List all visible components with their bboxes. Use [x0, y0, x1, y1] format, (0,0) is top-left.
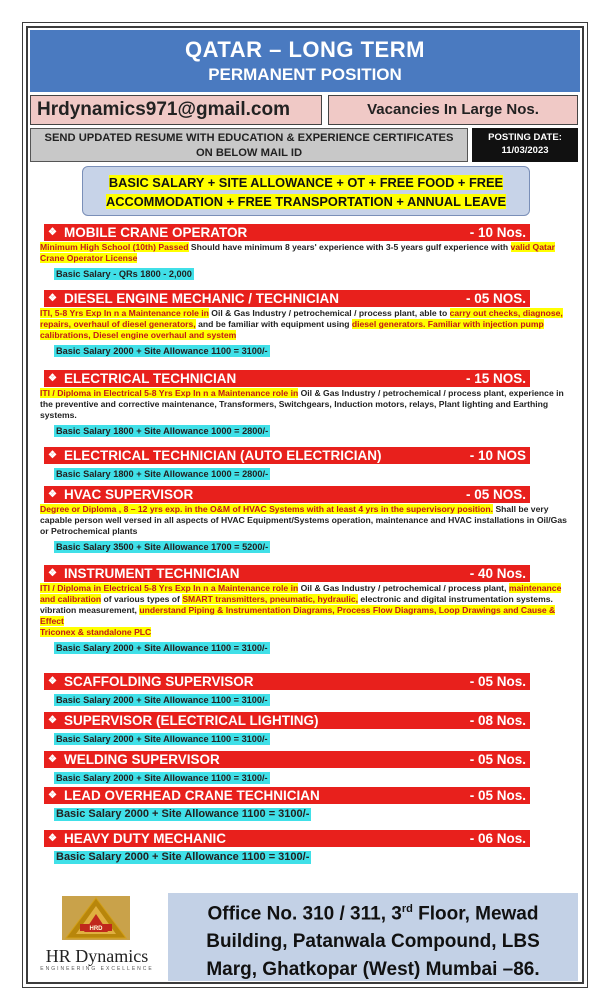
- diamond-icon: ❖: [48, 450, 57, 461]
- job-count: - 15 NOS.: [465, 371, 526, 386]
- desc-highlight: diesel generators. Familiar with injection pump calibrations, Diesel engine overhaul and system: [40, 319, 544, 340]
- job-supervisor-electrical-lighting: [40, 712, 580, 747]
- address-line-3: Marg, Ghatkopar (West) Mumbai –86.: [206, 959, 540, 981]
- address-line-2: Building, Patanwala Compound, LBS: [206, 931, 540, 953]
- address-line-1: [168, 895, 578, 928]
- desc-highlight: ITI, 5-8 Yrs Exp In n a Maintenance role in: [40, 308, 209, 318]
- job-header: [44, 370, 530, 387]
- salary-line: Basic Salary 1800 + Site Allowance 1000 = 2800/-: [56, 469, 269, 479]
- diamond-icon: ❖: [48, 568, 57, 579]
- desc-text: of various types of: [101, 594, 183, 604]
- company-tagline: ENGINEERING EXCELLENCE: [40, 966, 154, 972]
- title-banner: [30, 30, 580, 92]
- benefits-box: [82, 166, 530, 216]
- job-welding-supervisor: [40, 751, 580, 786]
- job-count: - 06 Nos.: [469, 831, 526, 846]
- salary-line: Basic Salary 2000 + Site Allowance 1100 = 3100/-: [56, 851, 310, 863]
- job-header: [44, 224, 530, 241]
- job-description: [40, 504, 576, 537]
- salary-line: Basic Salary - QRs 1800 - 2,000: [56, 269, 192, 279]
- salary-line: Basic Salary 2000 + Site Allowance 1100 = 3100/-: [56, 734, 268, 744]
- job-count: - 05 Nos.: [469, 788, 526, 803]
- job-count: - 05 Nos.: [469, 674, 526, 689]
- job-title: ELECTRICAL TECHNICIAN (AUTO ELECTRICIAN): [64, 448, 382, 463]
- job-title: SCAFFOLDING SUPERVISOR: [64, 674, 254, 689]
- diamond-icon: ❖: [48, 833, 57, 844]
- job-instrument-technician: [40, 565, 580, 656]
- office-address: [168, 893, 578, 981]
- desc-text: Oil & Gas Industry / petrochemical / process plant, experience in the preventive and corrective maintenance, Transformers, Switchgears, Induction motors, relays, Plant lighting and Earthing systems.: [40, 388, 564, 420]
- salary-line: Basic Salary 2000 + Site Allowance 1100 = 3100/-: [56, 808, 310, 820]
- diamond-icon: ❖: [48, 790, 57, 801]
- posting-date-box: [472, 128, 578, 162]
- company-name: HR Dynamics: [45, 946, 149, 966]
- desc-highlight: carry out checks, diagnose, repairs, overhaul of diesel generators,: [40, 308, 563, 329]
- salary-line: Basic Salary 2000 + Site Allowance 1100 = 3100/-: [56, 346, 268, 356]
- send-resume-note: [30, 128, 468, 162]
- job-header: [44, 712, 530, 729]
- email-box[interactable]: Hrdynamics971@gmail.com: [30, 95, 322, 125]
- job-count: - 05 NOS.: [465, 487, 526, 502]
- diamond-icon: ❖: [48, 293, 57, 304]
- job-header: [44, 565, 530, 582]
- address-superscript: rd: [401, 903, 413, 915]
- send-line-1: SEND UPDATED RESUME WITH EDUCATION & EXPERIENCE CERTIFICATES: [44, 132, 454, 144]
- job-title: HVAC SUPERVISOR: [64, 487, 194, 502]
- posting-date: 11/03/2023: [501, 145, 549, 156]
- job-title: HEAVY DUTY MECHANIC: [64, 831, 227, 846]
- job-auto-electrician: [40, 447, 580, 482]
- page-subtitle: PERMANENT POSITION: [208, 65, 402, 84]
- salary-line: Basic Salary 2000 + Site Allowance 1100 = 3100/-: [56, 695, 268, 705]
- job-header: [44, 787, 530, 804]
- job-description: [40, 583, 576, 638]
- diamond-icon: ❖: [48, 373, 57, 384]
- desc-highlight: Minimum High School (10th) Passed: [40, 242, 189, 252]
- job-count: - 10 Nos.: [469, 225, 526, 240]
- desc-text: and be familiar with equipment using: [195, 319, 352, 329]
- desc-highlight: maintenance and calibration: [40, 583, 562, 604]
- diamond-icon: ❖: [48, 489, 57, 500]
- job-title: WELDING SUPERVISOR: [64, 752, 220, 767]
- job-title: ELECTRICAL TECHNICIAN: [64, 371, 237, 386]
- desc-highlight: SMART transmitters, pneumatic, hydraulic,: [182, 594, 359, 604]
- job-count: - 05 NOS.: [465, 291, 526, 306]
- job-count: - 05 Nos.: [469, 752, 526, 767]
- job-count: - 10 NOS: [469, 448, 526, 463]
- address-line-1-part: Floor, Mewad: [412, 903, 539, 925]
- diamond-icon: ❖: [48, 754, 57, 765]
- job-header: [44, 751, 530, 768]
- salary-line: Basic Salary 1800 + Site Allowance 1000 = 2800/-: [56, 426, 269, 436]
- desc-highlight: ITI / Diploma in Electrical 5-8 Yrs Exp In n a Maintenance role in: [40, 583, 299, 593]
- page-title: QATAR – LONG TERM: [185, 37, 425, 62]
- job-heavy-duty-mechanic: [40, 830, 580, 865]
- desc-text: Should have minimum 8 years' experience with 3-5 years gulf experience with: [188, 242, 511, 252]
- desc-text: Shall be very capable person well versed in all aspects of HVAC Equipment/Systems operation, maintenance and HVAC installations in Oil/Gas or Petrochemical plants: [40, 504, 567, 536]
- desc-highlight: ITI / Diploma in Electrical 5-8 Yrs Exp In n a Maintenance role in: [40, 388, 299, 398]
- diamond-icon: ❖: [48, 227, 57, 238]
- job-title: DIESEL ENGINE MECHANIC / TECHNICIAN: [64, 291, 340, 306]
- job-count: - 40 Nos.: [469, 566, 526, 581]
- salary-line: Basic Salary 2000 + Site Allowance 1100 = 3100/-: [56, 643, 268, 653]
- diamond-icon: ❖: [48, 676, 57, 687]
- diamond-icon: ❖: [48, 715, 57, 726]
- desc-highlight: understand Piping & Instrumentation Diagrams, Process Flow Diagrams, Loop Drawings and Cause & Effect: [40, 605, 556, 626]
- job-header: [44, 830, 530, 847]
- logo-emblem-icon: [30, 890, 164, 946]
- posting-label: POSTING DATE:: [488, 132, 562, 143]
- job-scaffolding-supervisor: [40, 673, 580, 708]
- benefits-line-1: BASIC SALARY + SITE ALLOWANCE + OT + FREE FOOD + FREE: [108, 175, 504, 190]
- salary-line: Basic Salary 3500 + Site Allowance 1700 = 5200/-: [56, 542, 269, 552]
- job-header: [44, 486, 530, 503]
- job-count: - 08 Nos.: [469, 713, 526, 728]
- job-title: LEAD OVERHEAD CRANE TECHNICIAN: [64, 788, 320, 803]
- job-mobile-crane-operator: [40, 224, 580, 282]
- job-title: SUPERVISOR (ELECTRICAL LIGHTING): [64, 713, 319, 728]
- desc-highlight: Triconex & standalone PLC: [40, 627, 152, 637]
- desc-text: Oil & Gas Industry / petrochemical / process plant, able to: [208, 308, 450, 318]
- job-electrical-technician: [40, 370, 580, 439]
- send-line-2: ON BELOW MAIL ID: [195, 147, 303, 159]
- job-header: [44, 447, 530, 464]
- company-logo: [30, 890, 164, 980]
- job-diesel-engine-mechanic: [40, 290, 580, 359]
- job-title: MOBILE CRANE OPERATOR: [64, 225, 248, 240]
- job-title: INSTRUMENT TECHNICIAN: [64, 566, 240, 581]
- job-lead-overhead-crane-technician: [40, 787, 580, 822]
- job-hvac-supervisor: [40, 486, 580, 555]
- vacancies-box: Vacancies In Large Nos.: [328, 95, 578, 125]
- benefits-line-2: ACCOMMODATION + FREE TRANSPORTATION + ANNUAL LEAVE: [105, 194, 507, 209]
- desc-highlight: Degree or Diploma , 8 – 12 yrs exp. in the O&M of HVAC Systems with at least 4 yrs in the supervisory position.: [40, 504, 494, 514]
- svg-text:HRD: HRD: [89, 926, 103, 932]
- job-description: [40, 388, 576, 421]
- job-description: [40, 308, 576, 341]
- salary-line: Basic Salary 2000 + Site Allowance 1100 = 3100/-: [56, 773, 268, 783]
- desc-highlight: valid Qatar Crane Operator License: [40, 242, 555, 263]
- job-header: [44, 673, 530, 690]
- desc-text: electronic and digital instrumentation systems. vibration measurement,: [40, 594, 553, 615]
- job-description: [40, 242, 576, 264]
- job-header: [44, 290, 530, 307]
- address-line-1-part: Office No. 310 / 311, 3: [207, 903, 402, 925]
- desc-text: Oil & Gas Industry / petrochemical / process plant,: [298, 583, 509, 593]
